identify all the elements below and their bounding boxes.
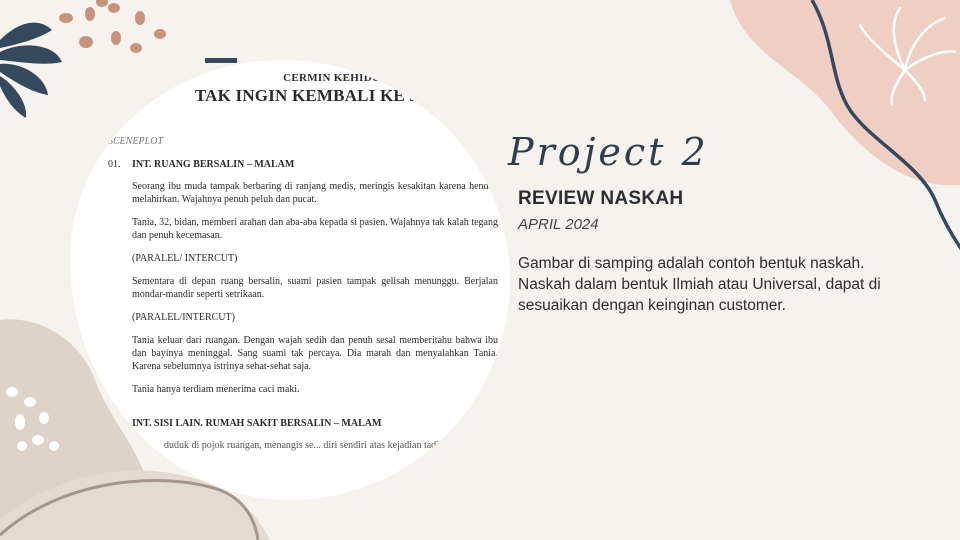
document-label: SCENEPLOT: [108, 136, 164, 147]
script-document: [108, 70, 498, 452]
doc-paragraph: Sementara di depan ruang bersalin, suami pasien tampak gelisah menunggu. Berjalan mondar-mandir seperti setrikaan.: [132, 276, 498, 300]
scene2-text: duduk di pojok ruangan, menangis se... diri sendiri atas kejadian tadi: [164, 440, 439, 451]
dots-decoration: [59, 0, 166, 53]
doc-paragraph: Tania keluar dari ruangan. Dengan wajah sedih dan penuh sesal memberitahu bahwa ibu dan bayinya meninggal. Sang suami tak percaya. Dia marah dan menyalahkan Tania. Karena sebelumnya istrinya sehat-sehat saja.: [132, 335, 498, 372]
doc-paragraph: Tania, 32, bidan, memberi arahan dan aba-aba kepada si pasien. Wajahnya tak kalah tegang dan penuh kecemasan.: [132, 217, 498, 241]
document-title: TAK INGIN KEMBALI KE JAKARTA: [194, 86, 492, 105]
scene-heading: [108, 159, 498, 170]
scene2-heading: INT. SISI LAIN. RUMAH SAKIT BERSALIN – MALAM: [132, 418, 382, 429]
project-date: APRIL 2024: [518, 216, 599, 233]
description-line: Gambar di samping adalah contoh bentuk naskah.: [518, 255, 865, 272]
document-preview: [70, 60, 510, 500]
doc-paragraph: Seorang ibu muda tampak berbaring di ranjang medis, meringis kesakitan karena hendak melahirkan. Wajahnya penuh peluh dan pucat.: [132, 181, 498, 205]
navy-leaf-icon: [0, 23, 62, 118]
scene-title: INT. RUANG BERSALIN – MALAM: [132, 159, 295, 170]
project-info: [508, 130, 898, 316]
project-title: Project 2: [508, 130, 709, 174]
description-line: Naskah dalam bentuk Ilmiah atau Universal, dapat di sesuaikan dengan keinginan customer.: [518, 276, 881, 314]
section-heading: REVIEW NASKAH: [518, 188, 684, 209]
doc-paragraph: Tania hanya terdiam menerima caci maki.: [132, 384, 300, 395]
project-description: [518, 253, 898, 316]
doc-paragraph: (PARALEL/ INTERCUT): [132, 253, 238, 264]
navy-accent: [205, 58, 237, 63]
document-supertitle: CERMIN KEHIDUPAN: [283, 72, 403, 84]
scene-number: 01.: [108, 159, 121, 170]
doc-paragraph: (PARALEL/INTERCUT): [132, 312, 235, 323]
